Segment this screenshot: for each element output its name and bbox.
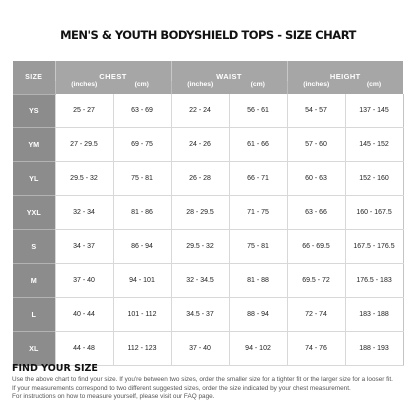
height-cm-header: (cm)	[345, 81, 403, 94]
chest-inches-cell: 34 - 37	[55, 230, 113, 264]
chest-inches-cell: 37 - 40	[55, 264, 113, 298]
height-cm-cell: 160 - 167.5	[345, 196, 403, 230]
instruction-line: Use the above chart to find your size. If you're between two sizes, order the smaller size for a tighter fit or the larger size for a looser fit.	[12, 376, 393, 383]
height-inches-cell: 63 - 66	[287, 196, 345, 230]
waist-inches-cell: 24 - 26	[171, 128, 229, 162]
waist-cm-cell: 71 - 75	[229, 196, 287, 230]
height-group-header: HEIGHT	[287, 61, 403, 81]
table-row	[13, 94, 403, 128]
find-your-size-instructions	[12, 376, 412, 402]
waist-inches-cell: 29.5 - 32	[171, 230, 229, 264]
table-row	[13, 162, 403, 196]
height-cm-cell: 183 - 188	[345, 298, 403, 332]
chest-cm-cell: 63 - 69	[113, 94, 171, 128]
waist-group-header: WAIST	[171, 61, 287, 81]
table-row	[13, 332, 403, 366]
table-row	[13, 264, 403, 298]
chest-cm-cell: 86 - 94	[113, 230, 171, 264]
height-inches-cell: 69.5 - 72	[287, 264, 345, 298]
height-cm-cell: 152 - 160	[345, 162, 403, 196]
waist-inches-cell: 26 - 28	[171, 162, 229, 196]
group-header-row	[13, 61, 403, 81]
height-cm-cell: 176.5 - 183	[345, 264, 403, 298]
chest-cm-cell: 69 - 75	[113, 128, 171, 162]
find-your-size-heading: FIND YOUR SIZE	[12, 363, 98, 374]
chest-inches-header: (inches)	[55, 81, 113, 94]
waist-inches-cell: 34.5 - 37	[171, 298, 229, 332]
waist-inches-cell: 22 - 24	[171, 94, 229, 128]
chest-cm-cell: 112 - 123	[113, 332, 171, 366]
chest-inches-cell: 40 - 44	[55, 298, 113, 332]
chest-inches-cell: 27 - 29.5	[55, 128, 113, 162]
size-label: L	[13, 298, 55, 332]
chest-cm-cell: 75 - 81	[113, 162, 171, 196]
waist-cm-cell: 88 - 94	[229, 298, 287, 332]
height-inches-cell: 66 - 69.5	[287, 230, 345, 264]
table-row	[13, 128, 403, 162]
size-column-header: SIZE	[13, 61, 55, 94]
size-label: XL	[13, 332, 55, 366]
height-inches-header: (inches)	[287, 81, 345, 94]
height-inches-cell: 57 - 60	[287, 128, 345, 162]
chest-cm-cell: 94 - 101	[113, 264, 171, 298]
waist-cm-cell: 94 - 102	[229, 332, 287, 366]
height-cm-cell: 167.5 - 176.5	[345, 230, 403, 264]
chest-inches-cell: 25 - 27	[55, 94, 113, 128]
height-cm-cell: 145 - 152	[345, 128, 403, 162]
waist-inches-cell: 28 - 29.5	[171, 196, 229, 230]
faq-instruction-line: For instructions on how to measure yourself, please visit our FAQ page.	[12, 393, 215, 401]
height-inches-cell: 74 - 76	[287, 332, 345, 366]
waist-cm-cell: 81 - 88	[229, 264, 287, 298]
size-label: S	[13, 230, 55, 264]
size-label: YXL	[13, 196, 55, 230]
height-cm-cell: 188 - 193	[345, 332, 403, 366]
page-title: MEN'S & YOUTH BODYSHIELD TOPS - SIZE CHART	[60, 28, 356, 42]
instruction-line: If your measurements correspond to two different suggested sizes, order the size indicated by your chest measurement.	[12, 384, 351, 392]
height-inches-cell: 60 - 63	[287, 162, 345, 196]
size-chart-table	[13, 61, 404, 366]
size-label: YL	[13, 162, 55, 196]
waist-inches-cell: 37 - 40	[171, 332, 229, 366]
waist-inches-cell: 32 - 34.5	[171, 264, 229, 298]
chest-group-header: CHEST	[55, 61, 171, 81]
chest-inches-cell: 44 - 48	[55, 332, 113, 366]
chest-cm-cell: 101 - 112	[113, 298, 171, 332]
waist-cm-cell: 75 - 81	[229, 230, 287, 264]
waist-cm-cell: 56 - 61	[229, 94, 287, 128]
table-row	[13, 196, 403, 230]
table-row	[13, 230, 403, 264]
table-row	[13, 298, 403, 332]
chest-inches-cell: 32 - 34	[55, 196, 113, 230]
chest-cm-header: (cm)	[113, 81, 171, 94]
waist-cm-cell: 61 - 66	[229, 128, 287, 162]
unit-header-row	[13, 81, 403, 94]
chest-inches-cell: 29.5 - 32	[55, 162, 113, 196]
size-label: M	[13, 264, 55, 298]
chest-cm-cell: 81 - 86	[113, 196, 171, 230]
height-cm-cell: 137 - 145	[345, 94, 403, 128]
size-label: YM	[13, 128, 55, 162]
waist-cm-header: (cm)	[229, 81, 287, 94]
waist-inches-header: (inches)	[171, 81, 229, 94]
height-inches-cell: 72 - 74	[287, 298, 345, 332]
size-label: YS	[13, 94, 55, 128]
height-inches-cell: 54 - 57	[287, 94, 345, 128]
waist-cm-cell: 66 - 71	[229, 162, 287, 196]
